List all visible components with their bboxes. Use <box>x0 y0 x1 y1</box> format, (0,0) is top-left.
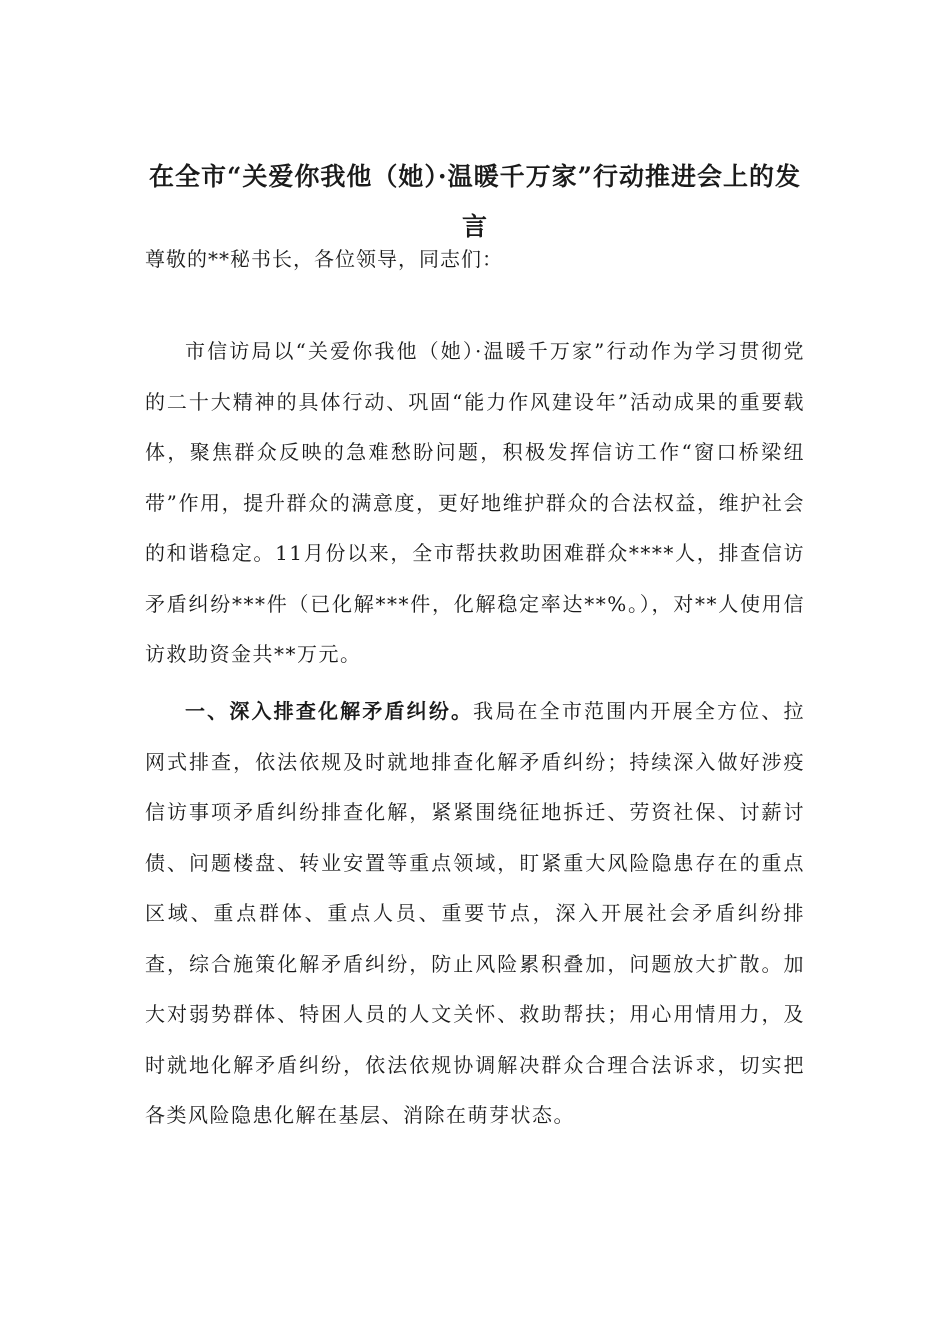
document-title: 在全市“关爱你我他（她）·温暖千万家”行动推进会上的发言 <box>149 162 801 241</box>
section-1-body: 我局在全市范围内开展全方位、拉网式排查，依法依规及时就地排查化解矛盾纠纷；持续深入做好涉疫信访事项矛盾纠纷排查化解，紧紧围绕征地拆迁、劳资社保、讨薪讨债、问题楼盘、转业安置等重点领域，盯紧重大风险隐患存在的重点区域、重点群体、重点人员、重要节点，深入开展社会矛盾纠纷排查，综合施策化解矛盾纠纷，防止风险累积叠加，问题放大扩散。加大对弱势群体、特困人员的人文关怀、救助帮扶；用心用情用力，及时就地化解矛盾纠纷，依法依规协调解决群众合理合法诉求，切实把各类风险隐患化解在基层、消除在萌芽状态。 <box>145 699 806 1127</box>
paragraph-intro: 市信访局以“关爱你我他（她）·温暖千万家”行动作为学习贯彻党的二十大精神的具体行动、巩固“能力作风建设年”活动成果的重要载体，聚焦群众反映的急难愁盼问题，积极发挥信访工作“窗口桥梁纽带”作用，提升群众的满意度，更好地维护群众的合法权益，维护社会的和谐稳定。11月份以来，全市帮扶救助困难群众****人，排查信访矛盾纠纷***件（已化解***件，化解稳定率达**%。），对**人使用信访救助资金共**万元。 <box>145 339 805 666</box>
salutation: 尊敬的**秘书长，各位领导，同志们： <box>145 247 503 271</box>
section-1-heading: 一、深入排查化解矛盾纠纷。 <box>185 699 474 723</box>
paragraph-section-1 <box>145 686 805 1141</box>
